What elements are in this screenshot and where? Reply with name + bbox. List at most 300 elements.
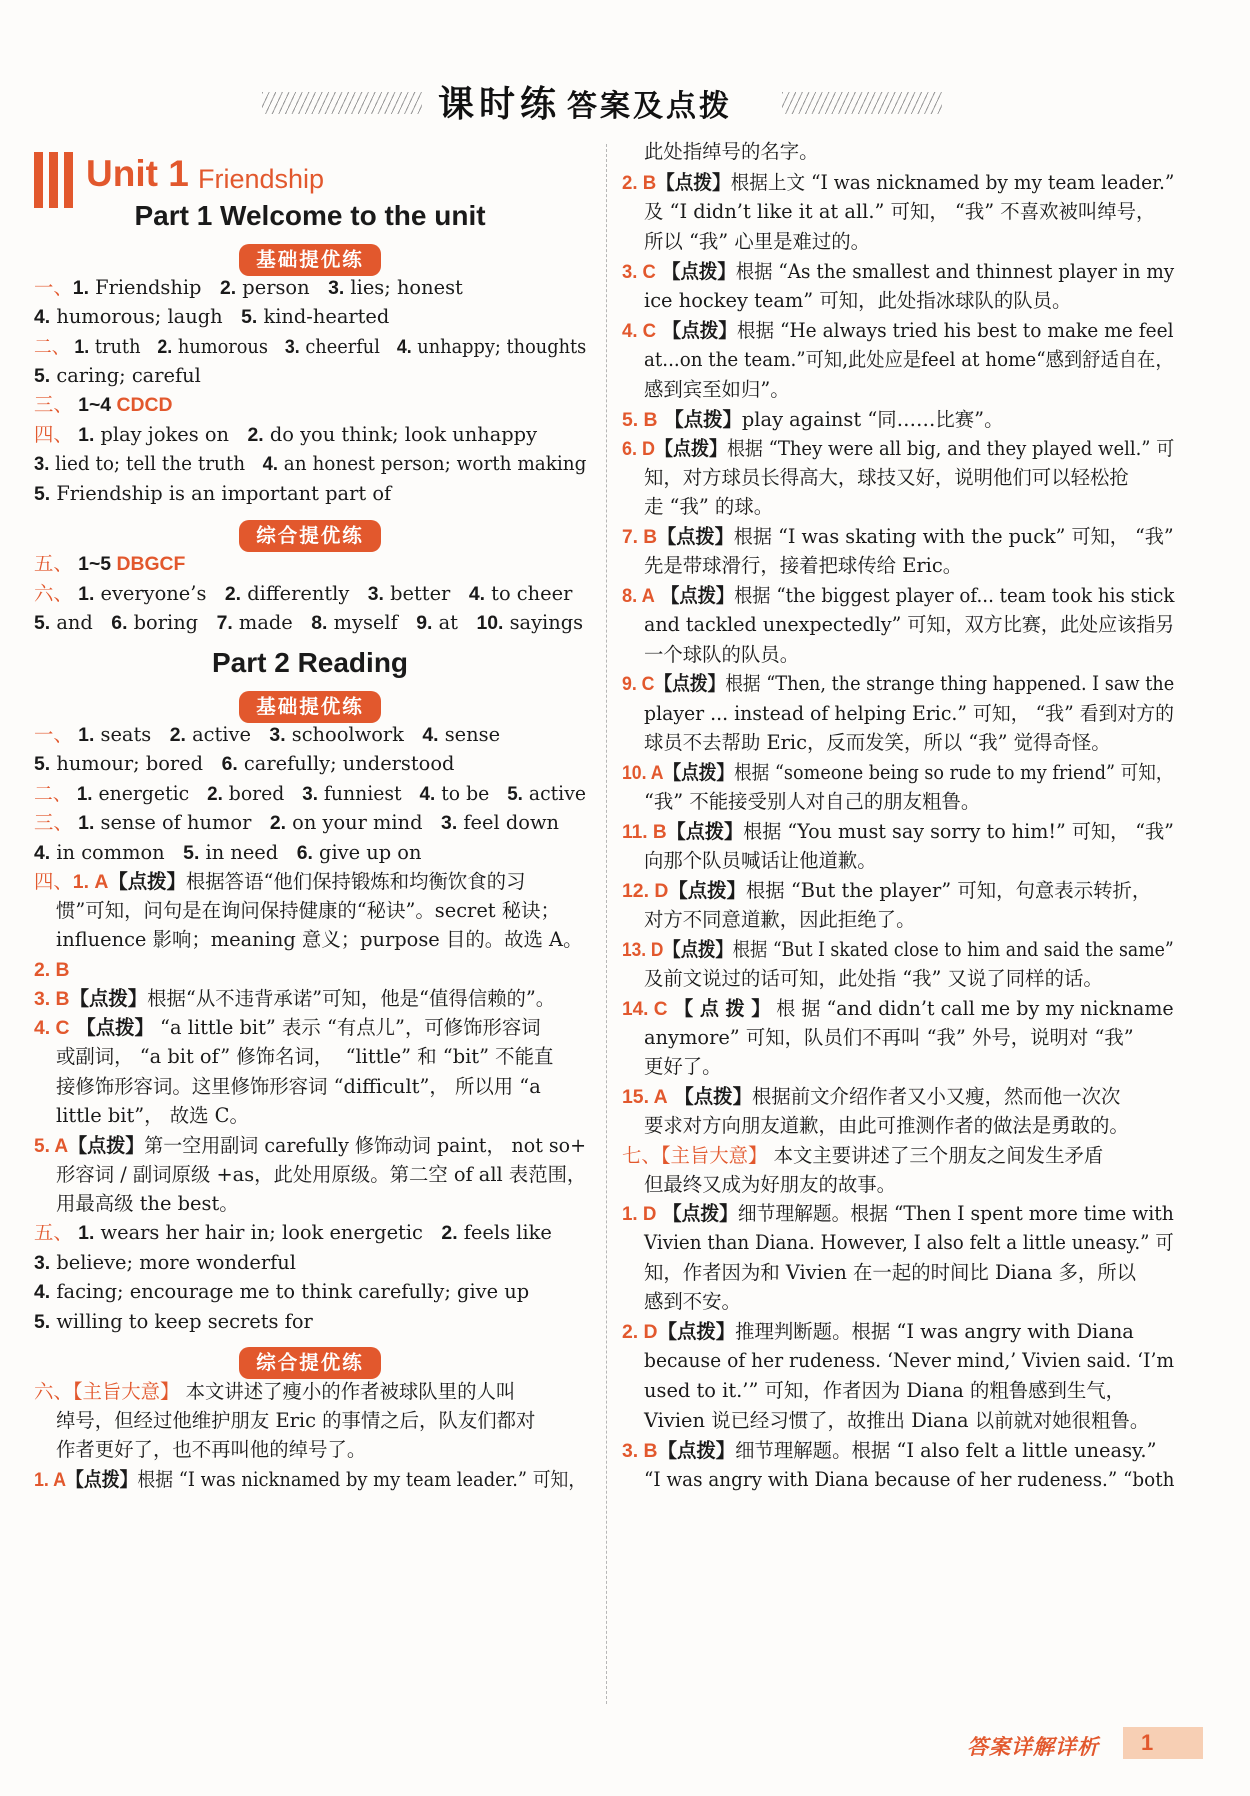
answer-segment: carefully; understood	[237, 752, 455, 775]
answer-segment: little bit”， 故选 C。	[56, 1104, 249, 1127]
answer-line	[34, 1310, 313, 1334]
answer-line	[56, 928, 582, 952]
answer-line	[34, 782, 586, 806]
answer-segment: 【点拨】	[654, 437, 727, 460]
answer-segment: 10. A	[622, 762, 664, 784]
answer-segment: 【点拨】	[69, 1016, 154, 1039]
answer-segment: facing; encourage me to think carefully; give up	[50, 1280, 530, 1303]
answer-segment: player ... instead of helping Eric.” 可知， “我” 看到对方的	[644, 702, 1175, 725]
answer-segment: 六、	[34, 582, 73, 605]
answer-segment: 向那个队员喊话让他道歉。	[644, 849, 877, 872]
answer-segment: 【点拨】	[657, 525, 734, 548]
answer-segment: 1~4	[72, 394, 117, 416]
answer-segment: 5. A	[34, 1135, 69, 1157]
answer-line	[644, 1349, 1174, 1373]
title-main: 课时练	[438, 84, 562, 125]
answer-segment: do you think; look unhappy	[263, 423, 538, 446]
answer-segment: 1.	[72, 277, 89, 299]
section-pill: 基础提优练	[239, 691, 381, 723]
answer-segment: 4.	[34, 306, 51, 328]
answer-line	[622, 319, 1174, 343]
answer-segment: 2.	[169, 724, 186, 746]
answer-segment: and tackled unexpectedly” 可知，双方比赛，此处应该指另	[644, 613, 1175, 636]
answer-segment: 【点拨】	[654, 584, 735, 607]
answer-line	[622, 1144, 1103, 1168]
answer-line	[56, 1045, 553, 1069]
answer-line	[56, 1163, 586, 1187]
answer-segment: 根据上文 “I was nicknamed by my team leader.”	[730, 171, 1175, 194]
answer-segment: 5.	[34, 1311, 51, 1333]
answer-segment: 【点拨】	[666, 820, 744, 843]
answer-segment: 4.	[419, 783, 436, 805]
answer-segment: 9.	[416, 612, 433, 634]
answer-segment: 【点拨】	[656, 1202, 738, 1225]
answer-segment: because of her rudeness. ‘Never mind,’ Vivien said. ‘I’m	[644, 1349, 1175, 1372]
page-number: 1	[1123, 1727, 1203, 1759]
answer-line	[622, 260, 1174, 284]
answer-line	[34, 841, 421, 865]
answer-segment: 4.	[262, 453, 278, 475]
answer-segment: 根据 “someone being so rude to my friend” 可知，	[734, 761, 1174, 784]
answer-segment: 根据“从不违背承诺”可知，他是“值得信赖的”。	[147, 987, 556, 1010]
answer-segment: 【点拨】	[668, 879, 746, 902]
answer-segment: 【点拨】	[108, 870, 186, 893]
answer-line	[622, 525, 1174, 549]
answer-segment: 根据 “But I skated close to him and said the same”	[732, 938, 1174, 961]
header-hatch-left	[262, 92, 422, 114]
answer-segment: 3. B	[622, 1440, 658, 1462]
answer-segment: Vivien than Diana. However, I also felt a little uneasy.” 可	[644, 1231, 1174, 1254]
answer-segment: 4.	[34, 1281, 51, 1303]
answer-segment: sense of humor	[94, 811, 270, 834]
answer-line	[622, 437, 1174, 461]
answer-segment: 6.	[221, 753, 238, 775]
answer-segment: 知，对方球员长得高大，球技又好，说明他们可以轻松抢	[644, 466, 1129, 489]
answer-line	[644, 378, 790, 402]
answer-segment: 绰号，但经过他维护朋友 Eric 的事情之后，队友们都对	[56, 1409, 536, 1432]
answer-segment: caring; careful	[50, 364, 201, 387]
answer-segment: unhappy; thoughts	[411, 335, 587, 358]
answer-segment: 5.	[241, 306, 258, 328]
answer-segment: 【点拨】	[663, 761, 735, 784]
answer-segment: 3.	[302, 783, 318, 805]
answer-segment: active	[522, 782, 586, 805]
answer-segment: “a little bit” 表示 “有点儿”，可修饰形容词	[153, 1016, 541, 1039]
answer-segment: cheerful	[299, 335, 397, 358]
answer-segment: 【点拨】	[655, 260, 736, 283]
answer-segment: influence 影响；meaning 意义；purpose 目的。故选 A。	[56, 928, 583, 951]
answer-segment: 更好了。	[644, 1055, 722, 1078]
answer-segment: humorous; laugh	[50, 305, 242, 328]
page-title	[438, 76, 732, 127]
answer-segment: 第一空用副词 carefully 修饰动词 paint， not so+	[144, 1134, 587, 1157]
unit-name: Friendship	[198, 164, 325, 194]
answer-segment: 三、	[34, 393, 73, 416]
answer-segment: 细节理解题。根据 “I also felt a little uneasy.”	[735, 1439, 1157, 1462]
answer-segment: 3.	[34, 1252, 51, 1274]
answer-segment: 1.	[69, 336, 90, 358]
answer-segment: bored	[222, 782, 303, 805]
answer-segment: 五、	[34, 552, 73, 575]
answer-segment: 3. B	[34, 988, 70, 1010]
answer-line	[34, 1016, 541, 1040]
answer-line	[56, 1409, 535, 1433]
answer-segment: 感到不安。	[644, 1290, 741, 1313]
answer-line	[622, 584, 1174, 608]
answer-segment: 3.	[284, 336, 300, 358]
answer-line	[644, 849, 877, 873]
answer-segment: 三、	[34, 811, 73, 834]
answer-segment: 7. B	[622, 526, 658, 548]
unit-label: Unit 1	[86, 153, 189, 194]
answer-line	[34, 582, 572, 606]
part-title: Part 1 Welcome to the unit	[134, 200, 486, 231]
answer-segment: 作者更好了，也不再叫他的绰号了。	[56, 1438, 367, 1461]
answer-segment: 二、	[34, 782, 72, 805]
answer-segment: 四、	[34, 870, 73, 893]
answer-segment: 知，作者因为和 Vivien 在一起的时间比 Diana 多，所以	[644, 1261, 1137, 1284]
answer-segment: 4.	[422, 724, 439, 746]
answer-segment: 1. A	[34, 1469, 67, 1491]
answer-segment: 6. D	[622, 438, 655, 460]
answer-line	[644, 908, 915, 932]
answer-line	[34, 1221, 552, 1245]
answer-segment: 本文讲述了瘦小的作者被球队里的人叫	[179, 1380, 516, 1403]
answer-segment: 【点拨】	[66, 1468, 138, 1491]
answer-segment: 【点拨】	[657, 408, 742, 431]
answer-segment: made	[232, 611, 312, 634]
answer-segment: 10.	[476, 612, 504, 634]
answer-line	[56, 1075, 541, 1099]
answer-segment: 5.	[34, 753, 51, 775]
answer-segment: everyone’s	[94, 582, 225, 605]
answer-segment: 4.	[468, 583, 485, 605]
answer-segment: 根 据 “and didn’t call me by my nickname	[770, 997, 1174, 1020]
part-title: Part 2 Reading	[211, 647, 409, 678]
answer-segment: truth	[89, 335, 158, 358]
answer-segment: 6.	[111, 612, 128, 634]
answer-segment: 4. C	[622, 320, 657, 342]
answer-line	[644, 348, 1174, 372]
answer-segment: 根据 “As the smallest and thinnest player in my	[735, 260, 1175, 283]
answer-segment: 5. B	[622, 409, 658, 431]
answer-segment: 惯”可知，问句是在询问保持健康的“秘诀”。secret 秘诀；	[56, 899, 560, 922]
answer-line	[34, 552, 185, 576]
answer-segment: DBGCF	[116, 553, 186, 575]
answer-segment: 根据 “I was skating with the puck” 可知， “我”	[733, 525, 1174, 548]
answer-segment: feels like	[457, 1221, 552, 1244]
answer-segment: 3.	[34, 453, 50, 475]
answer-segment: 【点拨】	[656, 319, 737, 342]
answer-segment: 2.	[157, 336, 173, 358]
answer-line	[644, 1409, 1149, 1433]
answer-segment: on your mind	[286, 811, 442, 834]
answer-segment: 二、	[34, 335, 70, 358]
answer-segment: 用最高级 the best。	[56, 1192, 239, 1215]
answer-segment: 2. D	[622, 1321, 658, 1343]
answer-line	[34, 305, 389, 329]
answer-segment: 根据 “the biggest player of... team took his stick	[734, 584, 1175, 607]
answer-segment: 12. D	[622, 880, 669, 902]
answer-line	[644, 1379, 1125, 1403]
answer-segment: Friendship	[88, 276, 220, 299]
answer-segment: lied to; tell the truth	[49, 452, 263, 475]
answer-segment: 3.	[367, 583, 384, 605]
answer-line	[644, 702, 1174, 726]
answer-segment: 2.	[269, 812, 286, 834]
answer-segment: 或副词， “a bit of” 修饰名词， “little” 和 “bit” 不能直	[56, 1045, 554, 1068]
answer-line	[34, 423, 537, 447]
answer-line	[644, 289, 1071, 313]
answer-segment: 及 “I didn’t like it at all.” 可知， “我” 不喜欢被叫绰号，	[644, 200, 1156, 223]
answer-line	[622, 672, 1174, 696]
page-header	[0, 70, 1250, 130]
answer-line	[34, 870, 525, 894]
answer-segment: 1. D	[622, 1203, 657, 1225]
answer-line	[644, 1055, 722, 1079]
answer-segment: at...on the team.”可知,此处应是feel at home“感到舒适自在，	[644, 348, 1174, 371]
footer-label: 答案详解详析	[967, 1735, 1099, 1759]
answer-segment: to cheer	[484, 582, 573, 605]
answer-segment: better	[383, 582, 469, 605]
answer-segment: active	[185, 723, 270, 746]
answer-segment: 2.	[207, 783, 223, 805]
answer-segment: 6.	[296, 842, 313, 864]
answer-segment: energetic	[92, 782, 208, 805]
answer-segment: 根据答语“他们保持锻炼和均衡饮食的习	[185, 870, 526, 893]
answer-segment: humour; bored	[50, 752, 222, 775]
column-divider	[606, 144, 607, 1704]
answer-segment: person	[236, 276, 329, 299]
answer-segment: 细节理解题。根据 “Then I spent more time with	[737, 1202, 1174, 1225]
answer-line	[56, 1192, 239, 1216]
answer-line	[56, 899, 560, 923]
answer-segment: Vivien 说已经习惯了，故推出 Diana 以前就对她很粗鲁。	[644, 1409, 1150, 1432]
answer-segment: in common	[50, 841, 184, 864]
answer-line	[34, 1380, 515, 1404]
answer-segment: 【点拨】	[69, 987, 148, 1010]
answer-line	[34, 811, 559, 835]
answer-line	[34, 276, 463, 300]
answer-segment: anymore” 可知，队员们不再叫 “我” 外号，说明对 “我”	[644, 1026, 1134, 1049]
answer-line	[34, 393, 172, 417]
answer-segment: funniest	[317, 782, 420, 805]
answer-segment: 四、	[34, 423, 73, 446]
answer-segment: 根据 “You must say sorry to him!” 可知， “我”	[743, 820, 1174, 843]
answer-line	[644, 1026, 1134, 1050]
answer-segment: 2.	[247, 424, 264, 446]
answer-segment: 1.	[72, 1222, 95, 1244]
answer-segment: 8. A	[622, 585, 655, 607]
answer-line	[644, 790, 980, 814]
answer-segment: 先是带球滑行，接着把球传给 Eric。	[644, 554, 963, 577]
answer-segment: 根据前文介绍作者又小又瘦，然而他一次次	[751, 1085, 1121, 1108]
answer-segment: 1.	[72, 812, 95, 834]
answer-segment: seats	[94, 723, 170, 746]
answer-segment: 【点拨】	[663, 938, 733, 961]
answer-line	[644, 613, 1174, 637]
answer-segment: 接修饰形容词。这里修饰形容词 “difficult”， 所以用 “a	[56, 1075, 541, 1098]
answer-segment: sayings	[503, 611, 584, 634]
answer-line	[644, 1290, 741, 1314]
answer-line	[34, 987, 555, 1011]
answer-segment: play against “同……比赛”。	[741, 408, 1004, 431]
answer-segment: 2.	[224, 583, 242, 605]
answer-line	[622, 938, 1174, 962]
answer-segment: in need	[199, 841, 297, 864]
answer-segment: schoolwork	[285, 723, 423, 746]
answer-segment: 一个球队的队员。	[644, 643, 800, 666]
answer-line	[34, 452, 586, 476]
answer-segment: 七、【主旨大意】	[622, 1144, 768, 1167]
answer-segment: 形容词 / 副词原级 +as，此处用原级。第二空 of all 表范围，	[56, 1163, 587, 1186]
answer-segment: differently	[241, 582, 368, 605]
answer-segment: 1.	[72, 424, 95, 446]
answer-line	[34, 611, 583, 635]
title-sub: 答案及点拨	[567, 89, 733, 124]
answer-segment: 【点拨】	[657, 1439, 736, 1462]
answer-line	[644, 1231, 1174, 1255]
answer-line	[644, 731, 1111, 755]
answer-segment: willing to keep secrets for	[50, 1310, 313, 1333]
answer-segment: 4.	[396, 336, 412, 358]
answer-line	[644, 230, 870, 254]
answer-segment: sense	[438, 723, 501, 746]
answer-line	[644, 140, 819, 164]
answer-segment: wears her hair in; look energetic	[94, 1221, 442, 1244]
answer-segment: 根据 “They were all big, and they played well.” 可	[726, 437, 1175, 460]
answer-segment: 推理判断题。根据 “I was angry with Diana	[735, 1320, 1134, 1343]
answer-segment: give up on	[312, 841, 422, 864]
answer-segment: “I was angry with Diana because of her rudeness.” “both	[644, 1468, 1175, 1491]
answer-line	[644, 466, 1129, 490]
answer-segment: 2.	[441, 1222, 458, 1244]
answer-segment: 感到宾至如归”。	[644, 378, 790, 401]
answer-segment: feel down	[457, 811, 560, 834]
answer-segment: 5.	[183, 842, 200, 864]
answer-segment: 【点拨】	[656, 171, 731, 194]
answer-segment: 对方不同意道歉，因此拒绝了。	[644, 908, 916, 931]
answer-line	[34, 723, 500, 747]
answer-segment: 5.	[507, 783, 523, 805]
answer-segment: 2.	[219, 277, 237, 299]
answer-segment: 此处指绰号的名字。	[644, 140, 819, 163]
answer-segment: used to it.’” 可知，作者因为 Diana 的粗鲁感到生气，	[644, 1379, 1126, 1402]
answer-line	[644, 967, 1103, 991]
answer-segment: at	[432, 611, 477, 634]
answer-line	[34, 335, 586, 359]
answer-line	[622, 761, 1174, 785]
answer-line	[622, 820, 1174, 844]
answer-line	[34, 1134, 586, 1158]
answer-line	[622, 1085, 1120, 1109]
answer-segment: 走 “我” 的球。	[644, 495, 774, 518]
answer-segment: believe; more wonderful	[50, 1251, 296, 1274]
answer-segment: CDCD	[116, 394, 173, 416]
answer-line	[56, 1438, 366, 1462]
answer-line	[34, 752, 454, 776]
answer-segment: “我” 不能接受别人对自己的朋友粗鲁。	[644, 790, 981, 813]
answer-line	[34, 482, 391, 506]
answer-segment: Friendship is an important part of	[50, 482, 392, 505]
answer-segment: 【点拨】	[667, 1085, 752, 1108]
answer-line	[644, 1261, 1136, 1285]
answer-segment: 六、【主旨大意】	[34, 1380, 180, 1403]
answer-segment: play jokes on	[94, 423, 248, 446]
answer-segment: 3.	[328, 277, 345, 299]
answer-segment: 1~5	[72, 553, 117, 575]
answer-line	[622, 1439, 1156, 1463]
answer-line	[622, 1320, 1134, 1344]
answer-segment: 【点拨】	[68, 1134, 145, 1157]
answer-segment: 1. A	[72, 871, 109, 893]
answer-segment: 9. C	[622, 673, 655, 695]
answer-segment: 15. A	[622, 1086, 668, 1108]
answer-segment: 2. B	[34, 959, 70, 981]
answer-segment: humorous	[172, 335, 285, 358]
answer-segment: 球员不去帮助 Eric，反而发笑，所以 “我” 觉得奇怪。	[644, 731, 1111, 754]
answer-segment: 所以 “我” 心里是难过的。	[644, 230, 871, 253]
answer-segment: 3. C	[622, 261, 656, 283]
answer-segment: 4.	[34, 842, 51, 864]
answer-segment: to be	[435, 782, 508, 805]
answer-segment: 3.	[441, 812, 458, 834]
answer-segment: an honest person; worth making	[277, 452, 587, 475]
answer-segment: 1.	[72, 583, 95, 605]
answer-line	[622, 997, 1174, 1021]
answer-segment: 根据 “He always tried his best to make me feel	[736, 319, 1174, 342]
answer-line	[56, 1104, 249, 1128]
answer-line	[644, 554, 962, 578]
answer-line	[34, 1280, 529, 1304]
answer-segment: 3.	[269, 724, 286, 746]
answer-line	[644, 200, 1155, 224]
answer-segment: kind-hearted	[257, 305, 390, 328]
section-pill: 综合提优练	[239, 520, 381, 552]
answer-line	[644, 643, 799, 667]
answer-segment: 4. C	[34, 1017, 70, 1039]
answer-segment: boring	[127, 611, 217, 634]
answer-segment: 要求对方向朋友道歉，由此可推测作者的做法是勇敢的。	[644, 1114, 1129, 1137]
header-hatch-right	[782, 92, 942, 114]
answer-line	[622, 171, 1174, 195]
answer-segment: 根据 “But the player” 可知，句意表示转折，	[745, 879, 1152, 902]
answer-segment: 14. C	[622, 998, 668, 1020]
answer-segment: 5.	[34, 612, 51, 634]
answer-line	[644, 495, 773, 519]
answer-segment: 本文主要讲述了三个朋友之间发生矛盾	[767, 1144, 1104, 1167]
answer-segment: 5.	[34, 483, 51, 505]
answer-segment: 【点拨】	[657, 1320, 736, 1343]
answer-line	[622, 1202, 1174, 1226]
answer-segment: 五、	[34, 1221, 73, 1244]
answer-segment: 【 点 拨 】	[667, 997, 771, 1020]
answer-line	[644, 1468, 1174, 1492]
answer-segment: 一、	[34, 276, 73, 299]
answer-line	[34, 1251, 296, 1275]
answer-segment: 8.	[311, 612, 328, 634]
answer-line	[644, 1114, 1129, 1138]
answer-segment: myself	[327, 611, 417, 634]
answer-segment: 一、	[34, 723, 73, 746]
answer-line	[34, 364, 201, 388]
answer-segment: 13. D	[622, 939, 664, 961]
answer-segment: 根据 “I was nicknamed by my team leader.” 可知，	[137, 1468, 587, 1491]
answer-segment: 7.	[216, 612, 233, 634]
answer-segment: 【点拨】	[654, 672, 726, 695]
answer-segment: ice hockey team” 可知，此处指冰球队的队员。	[644, 289, 1072, 312]
answer-segment: 根据 “Then, the strange thing happened. I saw the	[725, 672, 1175, 695]
